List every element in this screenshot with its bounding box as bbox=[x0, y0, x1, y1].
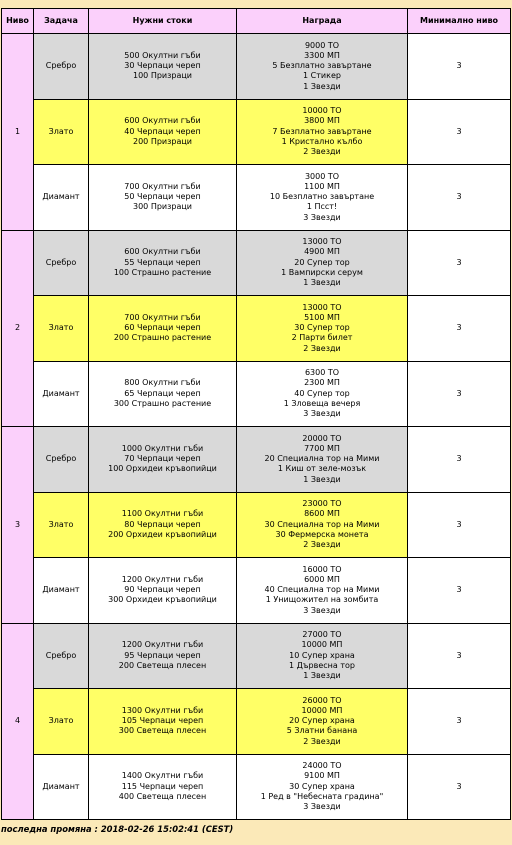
goods-line: 65 Черпаци череп bbox=[124, 388, 201, 398]
reward-line: 10000 МП bbox=[301, 705, 343, 715]
reward-line: 4900 МП bbox=[304, 247, 340, 257]
quest-table bbox=[1, 8, 511, 820]
goods-line: 1000 Окултни гъби bbox=[121, 443, 204, 453]
goods-line: 95 Черпаци череп bbox=[124, 650, 201, 660]
goods-cell bbox=[89, 754, 237, 820]
reward-line: 26000 ТО bbox=[302, 695, 342, 705]
table-row bbox=[2, 361, 511, 427]
goods-cell bbox=[89, 34, 237, 100]
goods-line: 90 Черпаци череп bbox=[124, 585, 201, 595]
min-level-cell: 3 bbox=[408, 165, 511, 231]
task-cell: Злато bbox=[34, 296, 89, 362]
goods-line: 1200 Окултни гъби bbox=[121, 574, 204, 584]
reward-line: 6000 МП bbox=[304, 574, 340, 584]
min-level-cell: 3 bbox=[408, 427, 511, 493]
reward-line: 5 Златни банана bbox=[286, 726, 358, 736]
goods-line: 1100 Окултни гъби bbox=[121, 509, 204, 519]
reward-line: 1 Вампирски серум bbox=[281, 267, 363, 277]
goods-cell bbox=[89, 165, 237, 231]
reward-line: 10 Супер храна bbox=[289, 650, 355, 660]
goods-line: 300 Страшно растение bbox=[113, 398, 212, 408]
task-cell: Сребро bbox=[34, 34, 89, 100]
header-min-level: Минимално ниво bbox=[408, 9, 511, 34]
goods-line: 40 Черпаци череп bbox=[124, 126, 201, 136]
goods-cell bbox=[89, 689, 237, 755]
reward-line: 30 Супер храна bbox=[289, 781, 355, 791]
goods-line: 600 Окултни гъби bbox=[124, 116, 201, 126]
table-row bbox=[2, 296, 511, 362]
reward-cell bbox=[237, 165, 408, 231]
reward-line: 9100 МП bbox=[304, 771, 340, 781]
reward-line: 1 Звезди bbox=[303, 81, 341, 91]
reward-cell bbox=[237, 34, 408, 100]
goods-line: 600 Окултни гъби bbox=[124, 247, 201, 257]
reward-line: 1 Кристално кълбо bbox=[281, 136, 363, 146]
goods-line: 55 Черпаци череп bbox=[124, 257, 201, 267]
reward-line: 3800 МП bbox=[304, 116, 340, 126]
reward-line: 1 Звезди bbox=[303, 278, 341, 288]
level-cell: 1 bbox=[2, 34, 34, 231]
reward-line: 30 Фермерска монета bbox=[275, 529, 369, 539]
goods-line: 50 Черпаци череп bbox=[124, 192, 201, 202]
min-level-cell: 3 bbox=[408, 623, 511, 689]
task-cell: Диамант bbox=[34, 361, 89, 427]
reward-cell bbox=[237, 558, 408, 624]
goods-line: 100 Призраци bbox=[133, 71, 192, 81]
reward-cell bbox=[237, 754, 408, 820]
reward-line: 24000 ТО bbox=[302, 761, 342, 771]
reward-cell bbox=[237, 230, 408, 296]
reward-cell bbox=[237, 296, 408, 362]
goods-line: 70 Черпаци череп bbox=[124, 454, 201, 464]
task-cell: Злато bbox=[34, 99, 89, 165]
reward-line: 20000 ТО bbox=[302, 433, 342, 443]
reward-line: 20 Супер тор bbox=[294, 257, 350, 267]
min-level-cell: 3 bbox=[408, 754, 511, 820]
goods-cell bbox=[89, 623, 237, 689]
reward-line: 2 Звезди bbox=[303, 147, 341, 157]
reward-line: 1 Зловеща вечеря bbox=[283, 398, 361, 408]
reward-line: 23000 ТО bbox=[302, 499, 342, 509]
goods-line: 800 Окултни гъби bbox=[124, 378, 201, 388]
table-row bbox=[2, 689, 511, 755]
goods-line: 100 Страшно растение bbox=[113, 267, 212, 277]
level-cell: 4 bbox=[2, 623, 34, 820]
goods-line: 500 Окултни гъби bbox=[124, 50, 201, 60]
goods-line: 105 Черпаци череп bbox=[121, 716, 204, 726]
goods-line: 100 Орхидеи кръвопийци bbox=[108, 464, 217, 474]
table-row bbox=[2, 492, 511, 558]
goods-line: 300 Призраци bbox=[133, 202, 192, 212]
min-level-cell: 3 bbox=[408, 296, 511, 362]
reward-line: 30 Специална тор на Мими bbox=[264, 519, 380, 529]
reward-line: 20 Супер храна bbox=[289, 716, 355, 726]
reward-line: 20 Специална тор на Мими bbox=[264, 454, 380, 464]
min-level-cell: 3 bbox=[408, 558, 511, 624]
reward-line: 1 Ред в "Небесната градина" bbox=[260, 791, 384, 801]
reward-line: 16000 ТО bbox=[302, 564, 342, 574]
task-cell: Диамант bbox=[34, 165, 89, 231]
table-row bbox=[2, 558, 511, 624]
goods-line: 1300 Окултни гъби bbox=[121, 705, 204, 715]
header-row bbox=[2, 9, 511, 34]
goods-line: 700 Окултни гъби bbox=[124, 181, 201, 191]
table-row bbox=[2, 623, 511, 689]
task-cell: Диамант bbox=[34, 558, 89, 624]
reward-line: 27000 ТО bbox=[302, 630, 342, 640]
task-cell: Злато bbox=[34, 492, 89, 558]
min-level-cell: 3 bbox=[408, 492, 511, 558]
reward-cell bbox=[237, 99, 408, 165]
goods-line: 300 Орхидеи кръвопийци bbox=[108, 595, 217, 605]
reward-line: 2 Парти билет bbox=[291, 333, 353, 343]
goods-line: 200 Светеща плесен bbox=[118, 660, 207, 670]
goods-line: 115 Черпаци череп bbox=[121, 781, 204, 791]
reward-line: 7 Безплатно завъртане bbox=[272, 126, 372, 136]
min-level-cell: 3 bbox=[408, 689, 511, 755]
reward-line: 8600 МП bbox=[304, 509, 340, 519]
header-goods: Нужни стоки bbox=[89, 9, 237, 34]
table-row bbox=[2, 427, 511, 493]
reward-line: 3 Звезди bbox=[303, 605, 341, 615]
reward-line: 3300 МП bbox=[304, 50, 340, 60]
reward-cell bbox=[237, 492, 408, 558]
table-header bbox=[2, 9, 511, 34]
reward-cell bbox=[237, 623, 408, 689]
table-row bbox=[2, 99, 511, 165]
min-level-cell: 3 bbox=[408, 34, 511, 100]
goods-cell bbox=[89, 427, 237, 493]
min-level-cell: 3 bbox=[408, 361, 511, 427]
header-reward: Награда bbox=[237, 9, 408, 34]
reward-line: 1 Псст! bbox=[306, 202, 338, 212]
reward-line: 6300 ТО bbox=[304, 368, 340, 378]
header-task: Задача bbox=[34, 9, 89, 34]
header-level: Ниво bbox=[2, 9, 34, 34]
goods-line: 60 Черпаци череп bbox=[124, 323, 201, 333]
reward-line: 13000 ТО bbox=[302, 237, 342, 247]
reward-line: 3 Звезди bbox=[303, 409, 341, 419]
table-row bbox=[2, 230, 511, 296]
table-body bbox=[2, 34, 511, 820]
reward-line: 13000 ТО bbox=[302, 302, 342, 312]
reward-line: 1 Звезди bbox=[303, 671, 341, 681]
task-cell: Сребро bbox=[34, 230, 89, 296]
reward-line: 2 Звезди bbox=[303, 343, 341, 353]
min-level-cell: 3 bbox=[408, 99, 511, 165]
goods-line: 200 Страшно растение bbox=[113, 333, 212, 343]
goods-line: 1200 Окултни гъби bbox=[121, 640, 204, 650]
reward-line: 10 Безплатно завъртане bbox=[269, 192, 375, 202]
reward-line: 2300 МП bbox=[304, 378, 340, 388]
reward-line: 2 Звезди bbox=[303, 540, 341, 550]
goods-line: 200 Призраци bbox=[133, 136, 192, 146]
reward-line: 10000 МП bbox=[301, 640, 343, 650]
reward-line: 5 Безплатно завъртане bbox=[272, 61, 372, 71]
reward-line: 7700 МП bbox=[304, 443, 340, 453]
reward-line: 3 Звезди bbox=[303, 212, 341, 222]
last-modified: последна промяна : 2018-02-26 15:02:41 (CEST) bbox=[1, 824, 234, 834]
goods-line: 700 Окултни гъби bbox=[124, 312, 201, 322]
reward-line: 3 Звезди bbox=[303, 802, 341, 812]
goods-cell bbox=[89, 296, 237, 362]
goods-line: 200 Орхидеи кръвопийци bbox=[108, 529, 217, 539]
goods-line: 300 Светеща плесен bbox=[118, 726, 207, 736]
goods-line: 400 Светеща плесен bbox=[118, 791, 207, 801]
reward-line: 1 Звезди bbox=[303, 474, 341, 484]
task-cell: Диамант bbox=[34, 754, 89, 820]
reward-cell bbox=[237, 427, 408, 493]
goods-cell bbox=[89, 361, 237, 427]
reward-line: 1100 МП bbox=[304, 181, 340, 191]
reward-line: 1 Дървесна тор bbox=[289, 660, 355, 670]
min-level-cell: 3 bbox=[408, 230, 511, 296]
reward-line: 9000 ТО bbox=[304, 40, 340, 50]
reward-line: 1 Киш от зеле-мозък bbox=[277, 464, 367, 474]
reward-line: 10000 ТО bbox=[302, 106, 342, 116]
task-cell: Злато bbox=[34, 689, 89, 755]
task-cell: Сребро bbox=[34, 623, 89, 689]
table-row bbox=[2, 165, 511, 231]
reward-line: 30 Супер тор bbox=[294, 323, 350, 333]
reward-line: 5100 МП bbox=[304, 312, 340, 322]
reward-line: 1 Стикер bbox=[303, 71, 341, 81]
reward-line: 40 Специална тор на Мими bbox=[264, 585, 380, 595]
level-cell: 2 bbox=[2, 230, 34, 427]
task-cell: Сребро bbox=[34, 427, 89, 493]
goods-cell bbox=[89, 558, 237, 624]
goods-line: 1400 Окултни гъби bbox=[121, 771, 204, 781]
goods-line: 80 Черпаци череп bbox=[124, 519, 201, 529]
reward-cell bbox=[237, 689, 408, 755]
goods-cell bbox=[89, 99, 237, 165]
reward-line: 40 Супер тор bbox=[294, 388, 350, 398]
reward-cell bbox=[237, 361, 408, 427]
goods-line: 30 Черпаци череп bbox=[124, 61, 201, 71]
level-cell: 3 bbox=[2, 427, 34, 624]
reward-line: 2 Звезди bbox=[303, 736, 341, 746]
goods-cell bbox=[89, 492, 237, 558]
reward-line: 3000 ТО bbox=[304, 171, 340, 181]
goods-cell bbox=[89, 230, 237, 296]
reward-line: 1 Унищожител на зомбита bbox=[265, 595, 379, 605]
table-row bbox=[2, 754, 511, 820]
table-row bbox=[2, 34, 511, 100]
